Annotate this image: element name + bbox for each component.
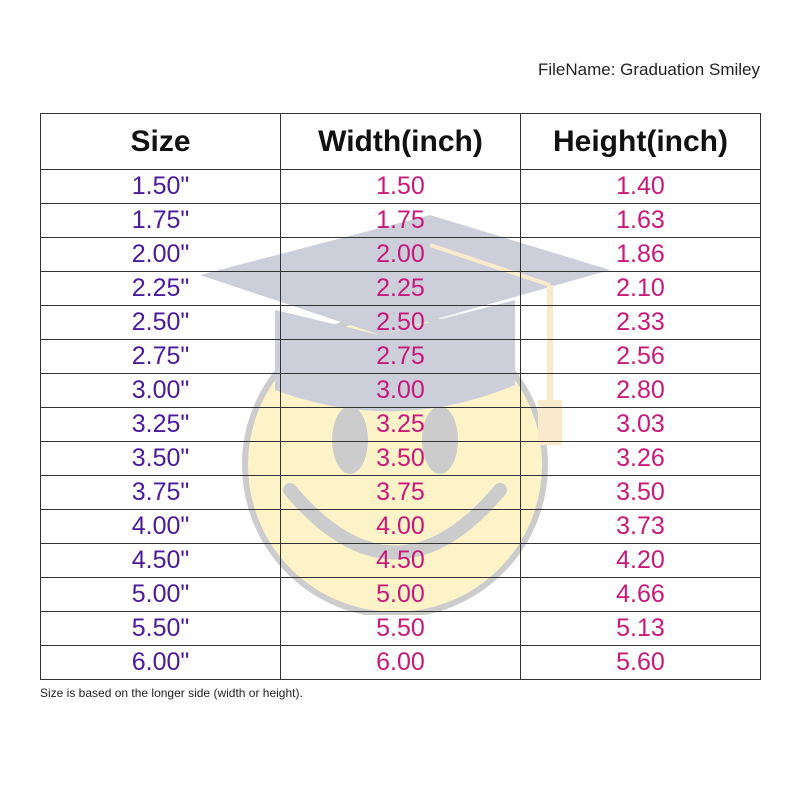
height-cell: 4.66 (521, 578, 761, 612)
size-cell: 3.50" (41, 442, 281, 476)
size-cell: 5.00" (41, 578, 281, 612)
height-cell: 1.40 (521, 170, 761, 204)
width-cell: 2.25 (281, 272, 521, 306)
footnote: Size is based on the longer side (width or height). (40, 686, 303, 700)
width-cell: 2.50 (281, 306, 521, 340)
height-cell: 5.60 (521, 646, 761, 680)
table-row (41, 408, 761, 442)
height-cell: 1.86 (521, 238, 761, 272)
size-table (40, 113, 761, 680)
width-cell: 1.50 (281, 170, 521, 204)
width-cell: 5.00 (281, 578, 521, 612)
height-cell: 1.63 (521, 204, 761, 238)
width-cell: 4.50 (281, 544, 521, 578)
width-cell: 2.00 (281, 238, 521, 272)
table-header-row (41, 114, 761, 170)
table-row (41, 340, 761, 374)
table-row (41, 442, 761, 476)
header-height: Height(inch) (521, 114, 761, 170)
size-cell: 2.00" (41, 238, 281, 272)
size-cell: 4.50" (41, 544, 281, 578)
size-cell: 1.75" (41, 204, 281, 238)
table-row (41, 578, 761, 612)
height-cell: 3.03 (521, 408, 761, 442)
width-cell: 6.00 (281, 646, 521, 680)
size-cell: 1.50" (41, 170, 281, 204)
width-cell: 5.50 (281, 612, 521, 646)
table-row (41, 204, 761, 238)
size-cell: 3.00" (41, 374, 281, 408)
size-cell: 3.25" (41, 408, 281, 442)
table-row (41, 544, 761, 578)
height-cell: 3.73 (521, 510, 761, 544)
height-cell: 2.10 (521, 272, 761, 306)
height-cell: 2.80 (521, 374, 761, 408)
width-cell: 1.75 (281, 204, 521, 238)
size-cell: 3.75" (41, 476, 281, 510)
filename-label: FileName: Graduation Smiley (537, 60, 760, 79)
table-row (41, 306, 761, 340)
table-row (41, 170, 761, 204)
header-size: Size (41, 114, 281, 170)
size-cell: 2.75" (41, 340, 281, 374)
table-row (41, 374, 761, 408)
height-cell: 2.56 (521, 340, 761, 374)
width-cell: 2.75 (281, 340, 521, 374)
size-cell: 2.50" (41, 306, 281, 340)
table-row (41, 612, 761, 646)
height-cell: 5.13 (521, 612, 761, 646)
height-cell: 3.26 (521, 442, 761, 476)
height-cell: 3.50 (521, 476, 761, 510)
width-cell: 3.00 (281, 374, 521, 408)
height-cell: 2.33 (521, 306, 761, 340)
table-row (41, 510, 761, 544)
width-cell: 3.25 (281, 408, 521, 442)
table-row (41, 476, 761, 510)
header-width: Width(inch) (281, 114, 521, 170)
size-cell: 4.00" (41, 510, 281, 544)
table-row (41, 646, 761, 680)
width-cell: 3.75 (281, 476, 521, 510)
width-cell: 3.50 (281, 442, 521, 476)
width-cell: 4.00 (281, 510, 521, 544)
table-row (41, 238, 761, 272)
height-cell: 4.20 (521, 544, 761, 578)
table-body (41, 170, 761, 680)
size-cell: 2.25" (41, 272, 281, 306)
table-row (41, 272, 761, 306)
size-cell: 5.50" (41, 612, 281, 646)
size-cell: 6.00" (41, 646, 281, 680)
